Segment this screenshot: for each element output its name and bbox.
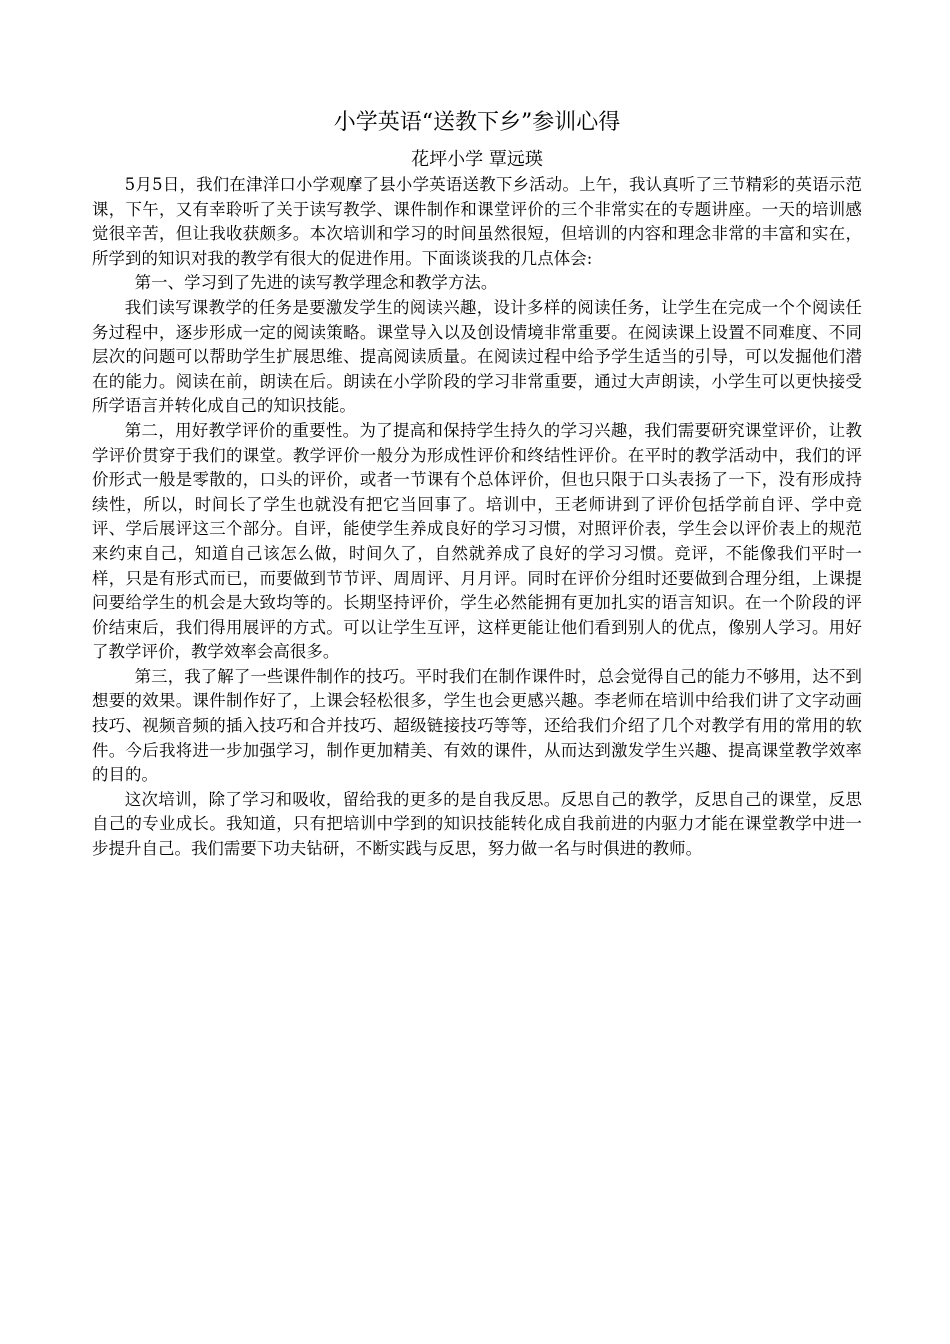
document-page	[92, 107, 862, 862]
paragraph-heading-first: 第一、学习到了先进的读写教学理念和教学方法。	[134, 273, 498, 293]
paragraph-conclusion: 这次培训，除了学习和吸收，留给我的更多的是自我反思。反思自己的教学，反思自己的课堂，反思自己的专业成长。我知道，只有把培训中学到的知识技能转化成自我前进的内驱力才能在课堂教学中进一步提升自己。我们需要下功夫钻研，不断实践与反思，努力做一名与时俱进的教师。	[92, 789, 862, 859]
paragraph-reading-teaching: 我们读写课教学的任务是要激发学生的阅读兴趣，设计多样的阅读任务，让学生在完成一个个阅读任务过程中，逐步形成一定的阅读策略。课堂导入以及创设情境非常重要。在阅读课上设置不同难度、不同层次的问题可以帮助学生扩展思维、提高阅读质量。在阅读过程中给予学生适当的引导，可以发掘他们潜在的能力。阅读在前，朗读在后。朗读在小学阶段的学习非常重要，通过大声朗读，小学生可以更快接受所学语言并转化成自己的知识技能。	[92, 297, 862, 416]
author-byline: 花坪小学 覃远瑛	[411, 149, 543, 170]
document-title: 小学英语“送教下乡”参训心得	[333, 110, 621, 135]
paragraph-courseware: 第三，我了解了一些课件制作的技巧。平时我们在制作课件时，总会觉得自己的能力不够用，达不到想要的效果。课件制作好了，上课会轻松很多，学生也会更感兴趣。李老师在培训中给我们讲了文字动画技巧、视频音频的插入技巧和合并技巧、超级链接技巧等等，还给我们介绍了几个对教学有用的常用的软件。今后我将进一步加强学习，制作更加精美、有效的课件，从而达到激发学生兴趣、提高课堂教学效率的目的。	[92, 666, 862, 785]
paragraph-intro: 5月5日，我们在津洋口小学观摩了县小学英语送教下乡活动。上午，我认真听了三节精彩的英语示范课，下午，又有幸聆听了关于读写教学、课件制作和课堂评价的三个非常实在的专题讲座。一天的培训感觉很辛苦，但让我收获颇多。本次培训和学习的时间虽然很短，但培训的内容和理念非常的丰富和实在，所学到的知识对我的教学有很大的促进作用。下面谈谈我的几点体会:	[92, 175, 862, 268]
paragraph-evaluation: 第二，用好教学评价的重要性。为了提高和保持学生持久的学习兴趣，我们需要研究课堂评价，让教学评价贯穿于我们的课堂。教学评价一般分为形成性评价和终结性评价。在平时的教学活动中，我们的评价形式一般是零散的，口头的评价，或者一节课有个总体评价，但也只限于口头表扬了一下，没有形成持续性，所以，时间长了学生也就没有把它当回事了。培训中，王老师讲到了评价包括学前自评、学中竞评、学后展评这三个部分。自评，能使学生养成良好的学习习惯，对照评价表，学生会以评价表上的规范来约束自己，知道自己该怎么做，时间久了，自然就养成了良好的学习习惯。竞评，不能像我们平时一样，只是有形式而已，而要做到节节评、周周评、月月评。同时在评价分组时还要做到合理分组，上课提问要给学生的机会是大致均等的。长期坚持评价，学生必然能拥有更加扎实的语言知识。在一个阶段的评价结束后，我们得用展评的方式。可以让学生互评，这样更能让他们看到别人的优点，像别人学习。用好了教学评价，教学效率会高很多。	[92, 420, 862, 662]
